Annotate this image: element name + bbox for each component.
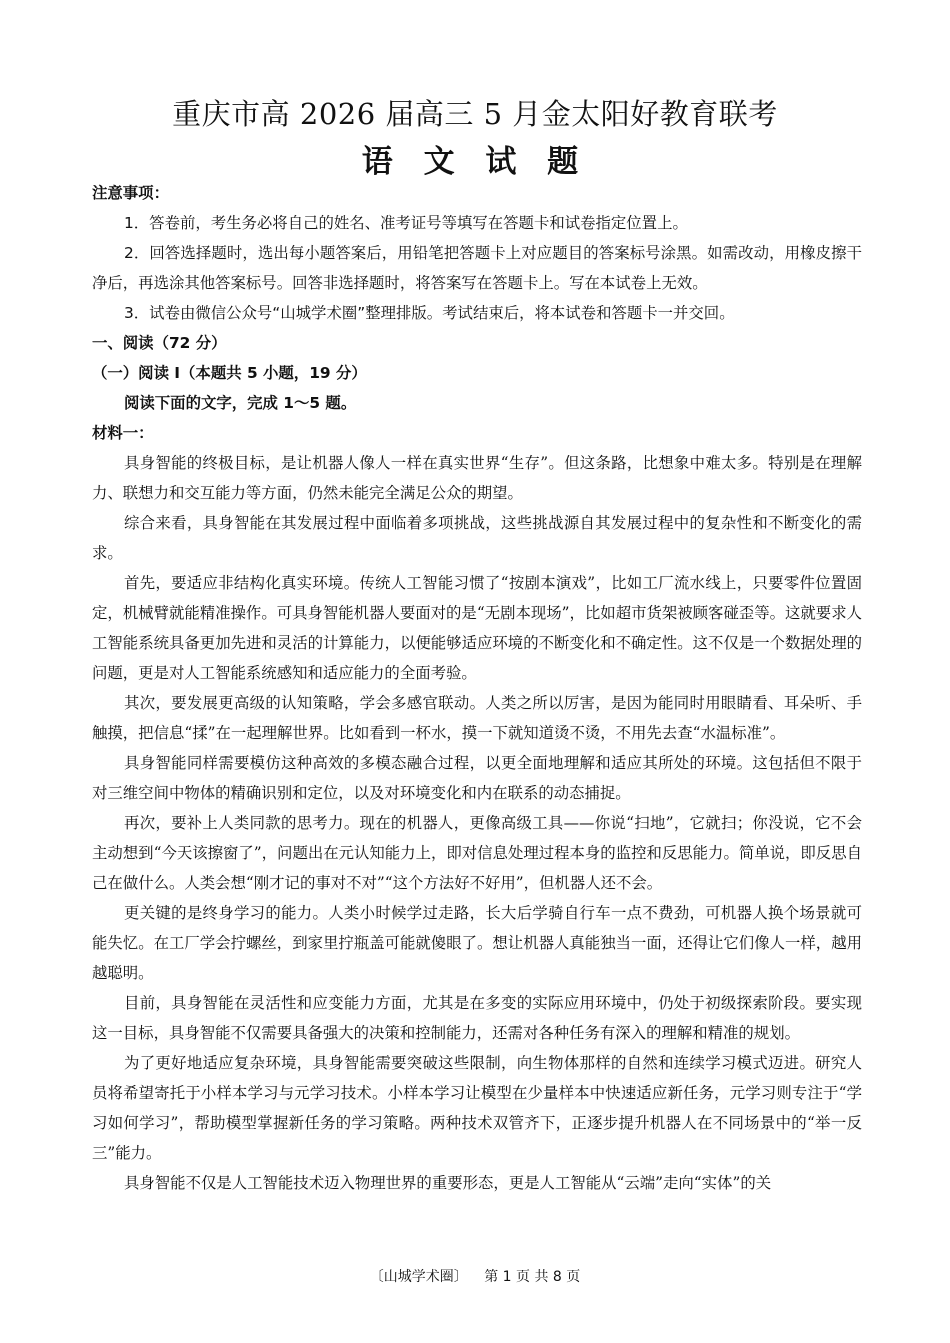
material-paragraph: 目前，具身智能在灵活性和应变能力方面，尤其是在多变的实际应用环境中，仍处于初级探索阶段。要实现这一目标，具身智能不仅需要具备强大的决策和控制能力，还需对各种任务有深入的理解和精准的规划。 <box>92 994 862 1042</box>
notice-item: 2．回答选择题时，选出每小题答案后，用铅笔把答题卡上对应题目的答案标号涂黑。如需改动，用橡皮擦干净后，再选涂其他答案标号。回答非选择题时，将答案写在答题卡上。写在本试卷上无效。 <box>92 244 862 292</box>
page-footer <box>0 1266 950 1286</box>
sub-section-heading: （一）阅读 I（本题共 5 小题，19 分） <box>92 364 367 382</box>
footer-source: 〔山城学术圈〕 <box>369 1269 468 1285</box>
subject-title: 语 文 试 题 <box>361 144 589 180</box>
notice-heading: 注意事项： <box>92 184 169 202</box>
material-paragraph: 具身智能同样需要模仿这种高效的多模态融合过程，以更全面地理解和适应其所处的环境。这包括但不限于对三维空间中物体的精确识别和定位，以及对环境变化和内在联系的动态捕捉。 <box>92 754 862 802</box>
material-paragraph: 为了更好地适应复杂环境，具身智能需要突破这些限制，向生物体那样的自然和连续学习模式迈进。研究人员将希望寄托于小样本学习与元学习技术。小样本学习让模型在少量样本中快速适应新任务，元学习则专注于“学习如何学习”，帮助模型掌握新任务的学习策略。两种技术双管齐下，正逐步提升机器人在不同场景中的“举一反三”能力。 <box>92 1054 862 1162</box>
notice-item: 3．试卷由微信公众号“山城学术圈”整理排版。考试结束后，将本试卷和答题卡一并交回。 <box>124 304 735 322</box>
section-heading: 一、阅读（72 分） <box>92 334 227 352</box>
reading-instruction: 阅读下面的文字，完成 1～5 题。 <box>124 394 357 412</box>
material-paragraph: 更关键的是终身学习的能力。人类小时候学过走路，长大后学骑自行车一点不费劲，可机器人换个场景就可能失忆。在工厂学会拧螺丝，到家里拧瓶盖可能就傻眼了。想让机器人真能独当一面，还得让它们像人一样，越用越聪明。 <box>92 904 862 982</box>
page-body <box>92 178 862 1198</box>
material-paragraph: 首先，要适应非结构化真实环境。传统人工智能习惯了“按剧本演戏”，比如工厂流水线上，只要零件位置固定，机械臂就能精准操作。可具身智能机器人要面对的是“无剧本现场”，比如超市货架被顾客碰歪等。这就要求人工智能系统具备更加先进和灵活的计算能力，以便能够适应环境的不断变化和不确定性。这不仅是一个数据处理的问题，更是对人工智能系统感知和适应能力的全面考验。 <box>92 574 862 682</box>
footer-page-number: 第 1 页 共 8 页 <box>484 1269 581 1285</box>
material-paragraph: 综合来看，具身智能在其发展过程中面临着多项挑战，这些挑战源自其发展过程中的复杂性和不断变化的需求。 <box>92 514 862 562</box>
material-label: 材料一： <box>92 424 154 442</box>
material-paragraph: 具身智能不仅是人工智能技术迈入物理世界的重要形态，更是人工智能从“云端”走向“实体”的关 <box>124 1174 772 1192</box>
material-paragraph: 具身智能的终极目标，是让机器人像人一样在真实世界“生存”。但这条路，比想象中难太多。特别是在理解力、联想力和交互能力等方面，仍然未能完全满足公众的期望。 <box>92 454 862 502</box>
material-paragraph: 再次，要补上人类同款的思考力。现在的机器人，更像高级工具——你说“扫地”，它就扫；你没说，它不会主动想到“今天该擦窗了”，问题出在元认知能力上，即对信息处理过程本身的监控和反思能力。简单说，即反思自己在做什么。人类会想“刚才记的事对不对”“这个方法好不好用”，但机器人还不会。 <box>92 814 862 892</box>
exam-title: 重庆市高 2026 届高三 5 月金太阳好教育联考 <box>172 97 778 131</box>
material-paragraph: 其次，要发展更高级的认知策略，学会多感官联动。人类之所以厉害，是因为能同时用眼睛看、耳朵听、手触摸，把信息“揉”在一起理解世界。比如看到一杯水，摸一下就知道烫不烫，不用先去查“水温标准”。 <box>92 694 862 742</box>
notice-item: 1．答卷前，考生务必将自己的姓名、准考证号等填写在答题卡和试卷指定位置上。 <box>124 214 688 232</box>
